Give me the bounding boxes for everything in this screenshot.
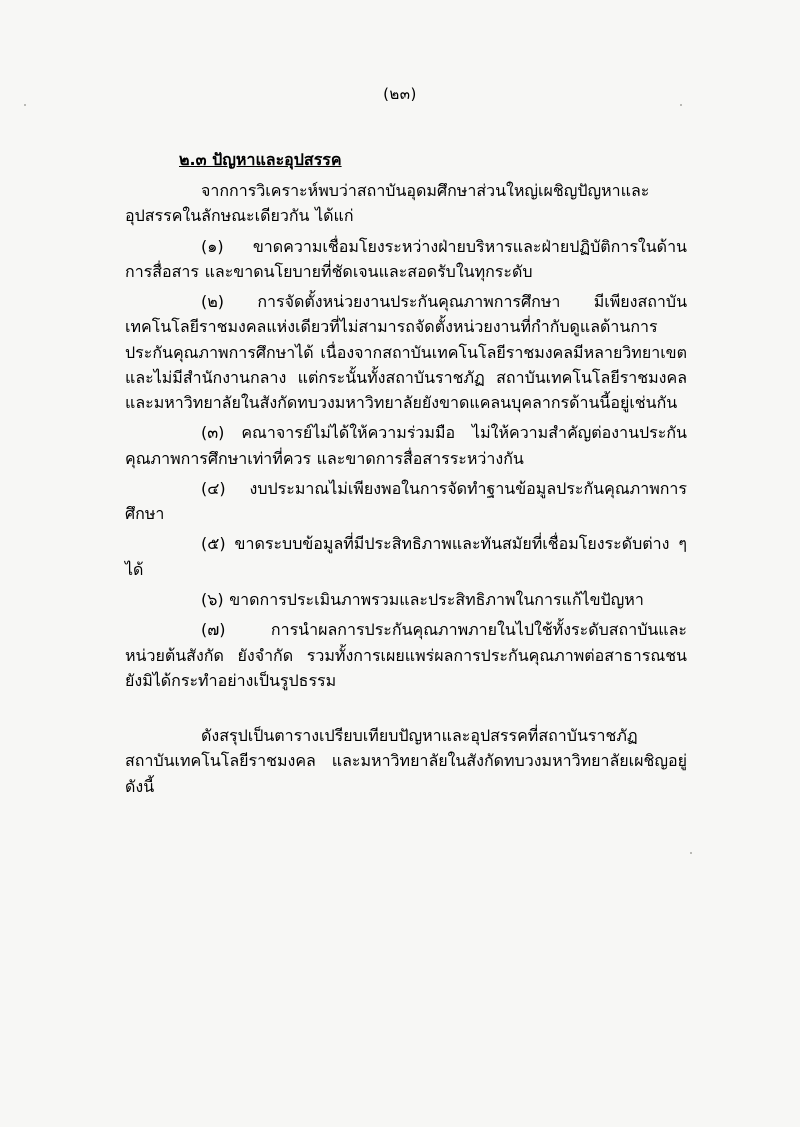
document-page (0, 82, 800, 1127)
paragraph-item-7: (๗) การนำผลการประกันคุณภาพภายในไปใช้ทั้งระดับสถาบันและหน่วยต้นสังกัด ยังจำกัด รวมทั้งการเผยแพร่ผลการประกันคุณภาพต่อสาธารณชนยังมิได้กระทำอย่างเป็นรูปธรรม (125, 620, 687, 690)
paragraph-item-2: (๒) การจัดตั้งหน่วยงานประกันคุณภาพการศึกษา มีเพียงสถาบันเทคโนโลยีราชมงคลแห่งเดียวที่ไม่สามารถจัดตั้งหน่วยงานที่กำกับดูแลด้านการประกันคุณภาพการศึกษาได้ เนื่องจากสถาบันเทคโนโลยีราชมงคลมีหลายวิทยาเขตและไม่มีสำนักงานกลาง แต่กระนั้นทั้งสถาบันราชภัฏ สถาบันเทคโนโลยีราชมงคลและมหาวิทยาลัยในสังกัดทบวงมหาวิทยาลัยยังขาดแคลนบุคลากรด้านนี้อยู่เช่นกัน (125, 292, 687, 413)
paragraph-item-6: (๖) ขาดการประเมินภาพรวมและประสิทธิภาพในการแก้ไขปัญหา (201, 589, 644, 609)
paragraph-item-3: (๓) คณาจารย์ไม่ได้ให้ความร่วมมือ ไม่ให้ความสำคัญต่องานประกันคุณภาพการศึกษาเท่าที่ควร และขาดการสื่อสารระหว่างกัน (125, 423, 687, 468)
scan-artifact-dot-top-right (680, 104, 682, 106)
paragraph-item-4: (๔) งบประมาณไม่เพียงพอในการจัดทำฐานข้อมูลประกันคุณภาพการศึกษา (125, 478, 687, 524)
paragraph-summary: ดังสรุปเป็นตารางเปรียบเทียบปัญหาและอุปสรรคที่สถาบันราชภัฏ สถาบันเทคโนโลยีราชมงคล และมหาวิทยาลัยในสังกัดทบวงมหาวิทยาลัยเผชิญอยู่ ดังนี้ (125, 726, 687, 796)
paragraph-intro: จากการวิเคราะห์พบว่าสถาบันอุดมศึกษาส่วนใหญ่เผชิญปัญหาและอุปสรรคในลักษณะเดียวกัน ได้แก่ (125, 181, 650, 226)
section-heading-text: ๒.๓ ปัญหาและอุปสรรค (179, 150, 342, 169)
paragraph-item-5: (๕) ขาดระบบข้อมูลที่มีประสิทธิภาพและทันสมัยที่เชื่อมโยงระดับต่าง ๆ ได้ (125, 534, 687, 579)
paragraph-item-1: (๑) ขาดความเชื่อมโยงระหว่างฝ่ายบริหารและฝ่ายปฏิบัติการในด้านการสื่อสาร และขาดนโยบายที่ชัดเจนและสอดรับในทุกระดับ (125, 236, 687, 281)
section-heading (125, 148, 687, 173)
scan-artifact-dot-middle-right (690, 852, 692, 854)
document-body (105, 148, 695, 799)
page-number: (๒๓) (383, 85, 417, 103)
scan-artifact-dot-top-left (24, 104, 26, 106)
